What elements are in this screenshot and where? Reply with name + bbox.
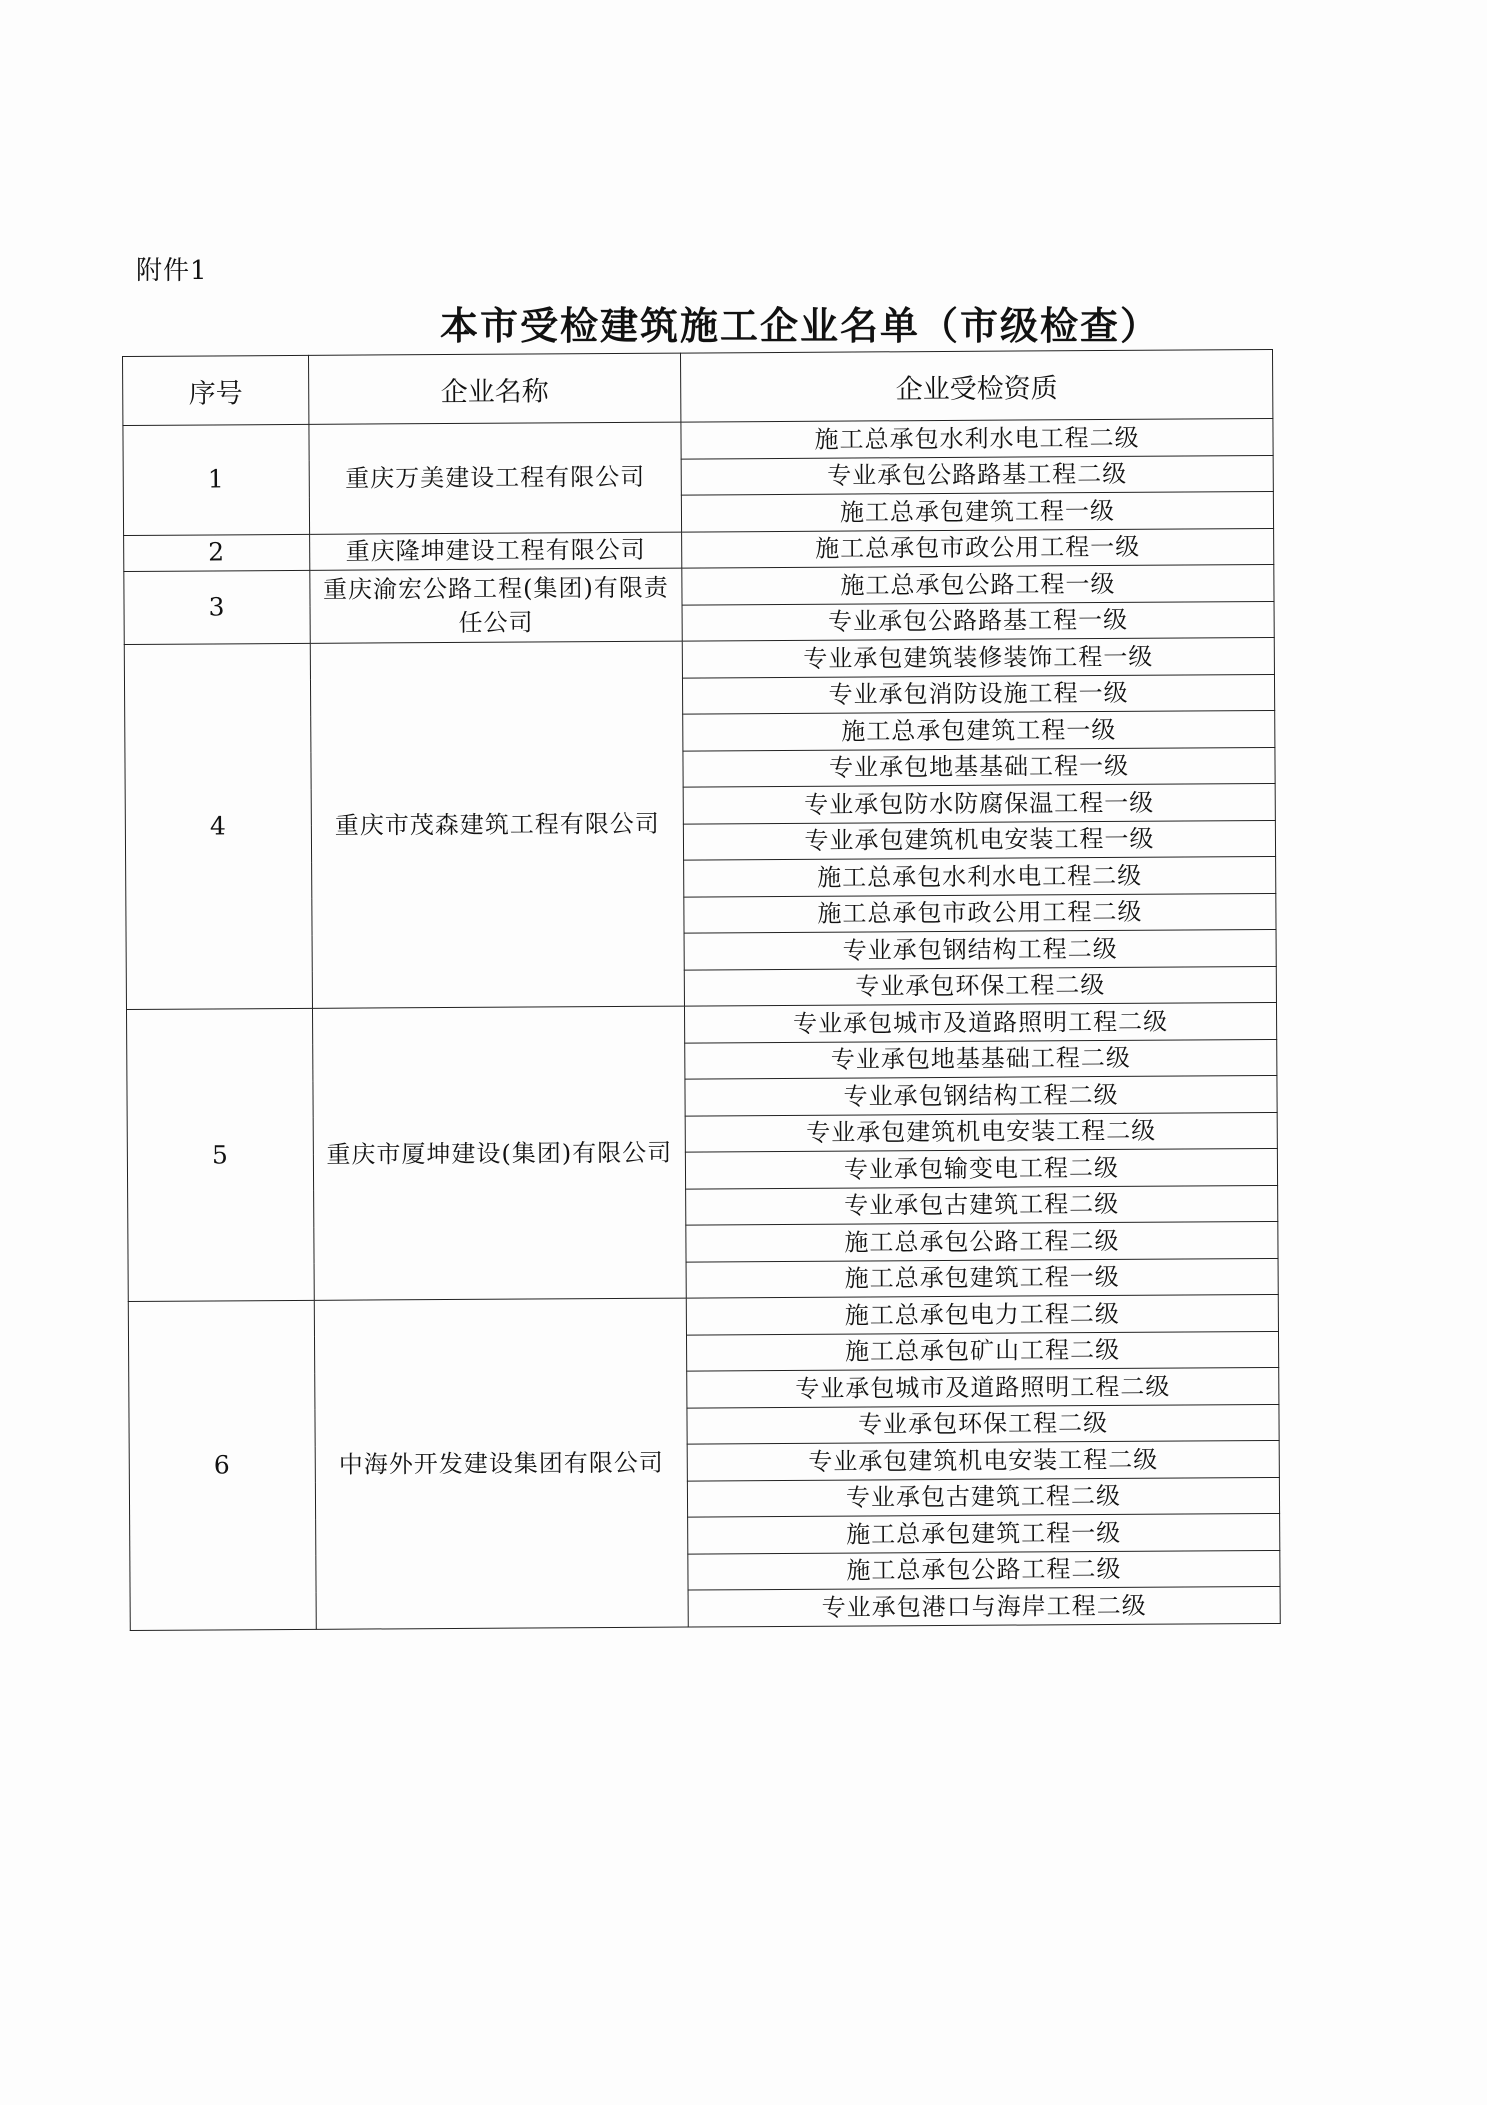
row-seq: 5 <box>126 1008 314 1301</box>
header-seq: 序号 <box>123 355 309 425</box>
row-company-name: 中海外开发建设集团有限公司 <box>314 1298 688 1629</box>
row-qualification: 施工总承包水利水电工程二级 <box>684 856 1276 896</box>
row-qualification: 专业承包环保工程二级 <box>687 1404 1279 1444</box>
row-qualification: 专业承包古建筑工程二级 <box>686 1185 1278 1225</box>
row-qualification: 专业承包钢结构工程二级 <box>684 929 1276 969</box>
row-qualification: 施工总承包电力工程二级 <box>686 1294 1278 1334</box>
header-company: 企业名称 <box>308 353 680 424</box>
row-qualification: 施工总承包建筑工程一级 <box>686 1258 1278 1298</box>
page-title: 本市受检建筑施工企业名单（市级检查） <box>439 304 1160 348</box>
row-qualification: 专业承包建筑机电安装工程二级 <box>687 1440 1279 1480</box>
row-seq: 3 <box>124 570 310 644</box>
row-qualification: 专业承包钢结构工程二级 <box>685 1075 1277 1115</box>
row-company-name: 重庆市厦坤建设(集团)有限公司 <box>312 1006 686 1300</box>
row-company-name: 重庆隆坤建设工程有限公司 <box>310 532 682 571</box>
row-seq: 1 <box>123 424 310 535</box>
row-qualification: 施工总承包公路工程二级 <box>688 1550 1280 1590</box>
row-qualification: 施工总承包建筑工程一级 <box>683 710 1275 750</box>
row-qualification: 施工总承包建筑工程一级 <box>681 491 1273 531</box>
row-qualification: 专业承包防水防腐保温工程一级 <box>683 783 1275 823</box>
row-qualification: 专业承包公路路基工程一级 <box>682 601 1274 641</box>
row-qualification: 专业承包古建筑工程二级 <box>687 1477 1279 1517</box>
row-qualification: 施工总承包矿山工程二级 <box>686 1331 1278 1371</box>
row-qualification: 施工总承包水利水电工程二级 <box>681 418 1273 458</box>
header-qualification: 企业受检资质 <box>680 349 1272 422</box>
attachment-label: 附件1 <box>136 256 208 286</box>
row-company-name: 重庆市茂森建筑工程有限公司 <box>310 641 684 1008</box>
row-qualification: 专业承包输变电工程二级 <box>685 1148 1277 1188</box>
company-table <box>122 349 1281 1631</box>
row-qualification: 专业承包建筑机电安装工程二级 <box>685 1112 1277 1152</box>
row-qualification: 专业承包城市及道路照明工程二级 <box>687 1367 1279 1407</box>
row-company-name: 重庆渝宏公路工程(集团)有限责任公司 <box>310 568 682 643</box>
row-qualification: 施工总承包公路工程二级 <box>686 1221 1278 1261</box>
row-qualification: 专业承包地基基础工程一级 <box>683 747 1275 787</box>
row-qualification: 施工总承包市政公用工程二级 <box>684 893 1276 933</box>
row-qualification: 专业承包建筑装修装饰工程一级 <box>682 637 1274 677</box>
row-qualification: 专业承包城市及道路照明工程二级 <box>684 1002 1276 1042</box>
row-qualification: 施工总承包市政公用工程一级 <box>682 528 1274 568</box>
row-qualification: 专业承包地基基础工程二级 <box>685 1039 1277 1079</box>
row-seq: 4 <box>124 643 312 1009</box>
row-company-name: 重庆万美建设工程有限公司 <box>309 422 682 534</box>
row-seq: 6 <box>128 1300 316 1630</box>
row-seq: 2 <box>124 534 310 572</box>
row-qualification: 专业承包消防设施工程一级 <box>682 674 1274 714</box>
row-qualification: 施工总承包建筑工程一级 <box>688 1513 1280 1553</box>
row-qualification: 施工总承包公路工程一级 <box>682 564 1274 604</box>
row-qualification: 专业承包公路路基工程二级 <box>681 455 1273 495</box>
row-qualification: 专业承包环保工程二级 <box>684 966 1276 1006</box>
table-body <box>123 418 1280 1630</box>
row-qualification: 专业承包港口与海岸工程二级 <box>688 1586 1280 1626</box>
row-qualification: 专业承包建筑机电安装工程一级 <box>683 820 1275 860</box>
table-header-row <box>123 349 1273 425</box>
